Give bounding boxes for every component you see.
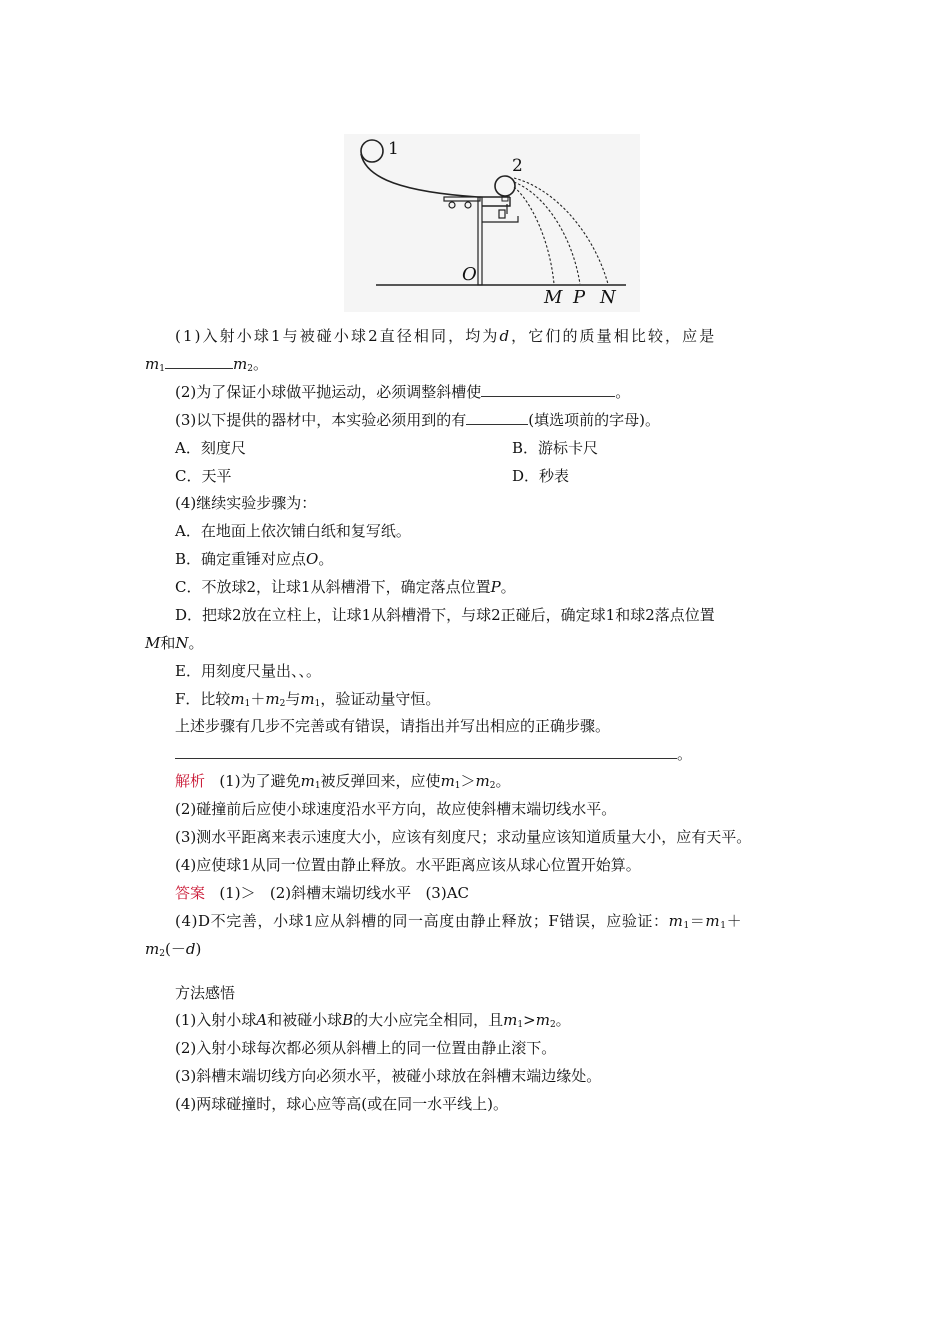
step-b: B．确定重锤对应点O。 [175, 550, 334, 568]
analysis-line-2: (2)碰撞前后应使小球速度沿水平方向，故应使斜槽末端切线水平。 [175, 800, 617, 818]
option-b: B．游标卡尺 [512, 439, 599, 457]
answer-line-2: (4)D不完善，小球1应从斜槽的同一高度由静止释放；F错误，应验证：$m_1=m_1+$ [175, 912, 743, 931]
option-a: A．刻度尺 [175, 439, 246, 457]
analysis-line-1: 解析 (1)为了避免$m_1$被反弹回来，应使$m_1>m_2$。 [175, 772, 511, 791]
answer-line-3: $m_2(-d)$ [145, 940, 202, 959]
step-d: D．把球2放在立柱上，让球1从斜槽滑下，与球2正碰后，确定球1和球2落点位置 [175, 606, 715, 624]
experiment-figure [344, 134, 640, 312]
question-4-title: (4)继续实验步骤为： [175, 494, 317, 512]
method-line-2: (2)入射小球每次都必须从斜槽上的同一位置由静止滚下。 [175, 1039, 557, 1057]
step-f: F．比较$m_1+m_2$与$m_1$，验证动量守恒。 [175, 690, 441, 709]
point-n-label: N [600, 287, 616, 308]
question-4-answer-line: 。 [175, 744, 692, 764]
point-o-label: O [462, 264, 477, 285]
answer-blank-2[interactable] [481, 382, 615, 397]
analysis-label: 解析 [175, 772, 206, 790]
analysis-line-3: (3)测水平距离来表示速度大小，应该有刻度尺；求动量应该知道质量大小，应有天平。 [175, 828, 752, 846]
point-m-label: M [544, 287, 563, 308]
method-line-1: (1)入射小球A和被碰小球B的大小应完全相同，且$m_1>m_2$。 [175, 1011, 571, 1030]
question-4-prompt: 上述步骤有几步不完善或有错误，请指出并写出相应的正确步骤。 [175, 717, 611, 735]
question-2: (2)为了保证小球做平抛运动，必须调整斜槽使 。 [175, 383, 631, 401]
step-a: A．在地面上依次铺白纸和复写纸。 [175, 522, 411, 540]
point-p-label: P [573, 287, 586, 308]
answer-label: 答案 [175, 884, 206, 902]
step-d-cont: M和N。 [145, 634, 204, 652]
ball-1-label: 1 [388, 139, 399, 159]
method-line-4: (4)两球碰撞时，球心应等高(或在同一水平线上)。 [175, 1095, 508, 1113]
step-e: E．用刻度尺量出、、。 [175, 662, 321, 680]
answer-blank-3[interactable] [466, 410, 528, 425]
answer-line-1: 答案 (1)＞ (2)斜槽末端切线水平 (3)AC [175, 884, 470, 902]
question-1: (1)入射小球1与被碰小球2直径相同，均为d，它们的质量相比较，应是 [175, 327, 717, 345]
answer-blank-1[interactable] [165, 354, 233, 369]
answer-blank-4[interactable] [175, 744, 677, 759]
question-3: (3)以下提供的器材中，本实验必须用到的有 (填选项前的字母)。 [175, 411, 660, 429]
analysis-line-4: (4)应使球1从同一位置由静止释放。水平距离应该从球心位置开始算。 [175, 856, 641, 874]
option-c: C．天平 [175, 467, 232, 485]
question-1-cont: $m_1$ $m_2$。 [145, 355, 268, 374]
step-c: C．不放球2，让球1从斜槽滑下，确定落点位置P。 [175, 578, 516, 596]
method-title: 方法感悟 [175, 984, 236, 1002]
option-d: D．秒表 [512, 467, 570, 485]
ball-2-label: 2 [512, 156, 523, 176]
method-line-3: (3)斜槽末端切线方向必须水平，被碰小球放在斜槽末端边缘处。 [175, 1067, 602, 1085]
